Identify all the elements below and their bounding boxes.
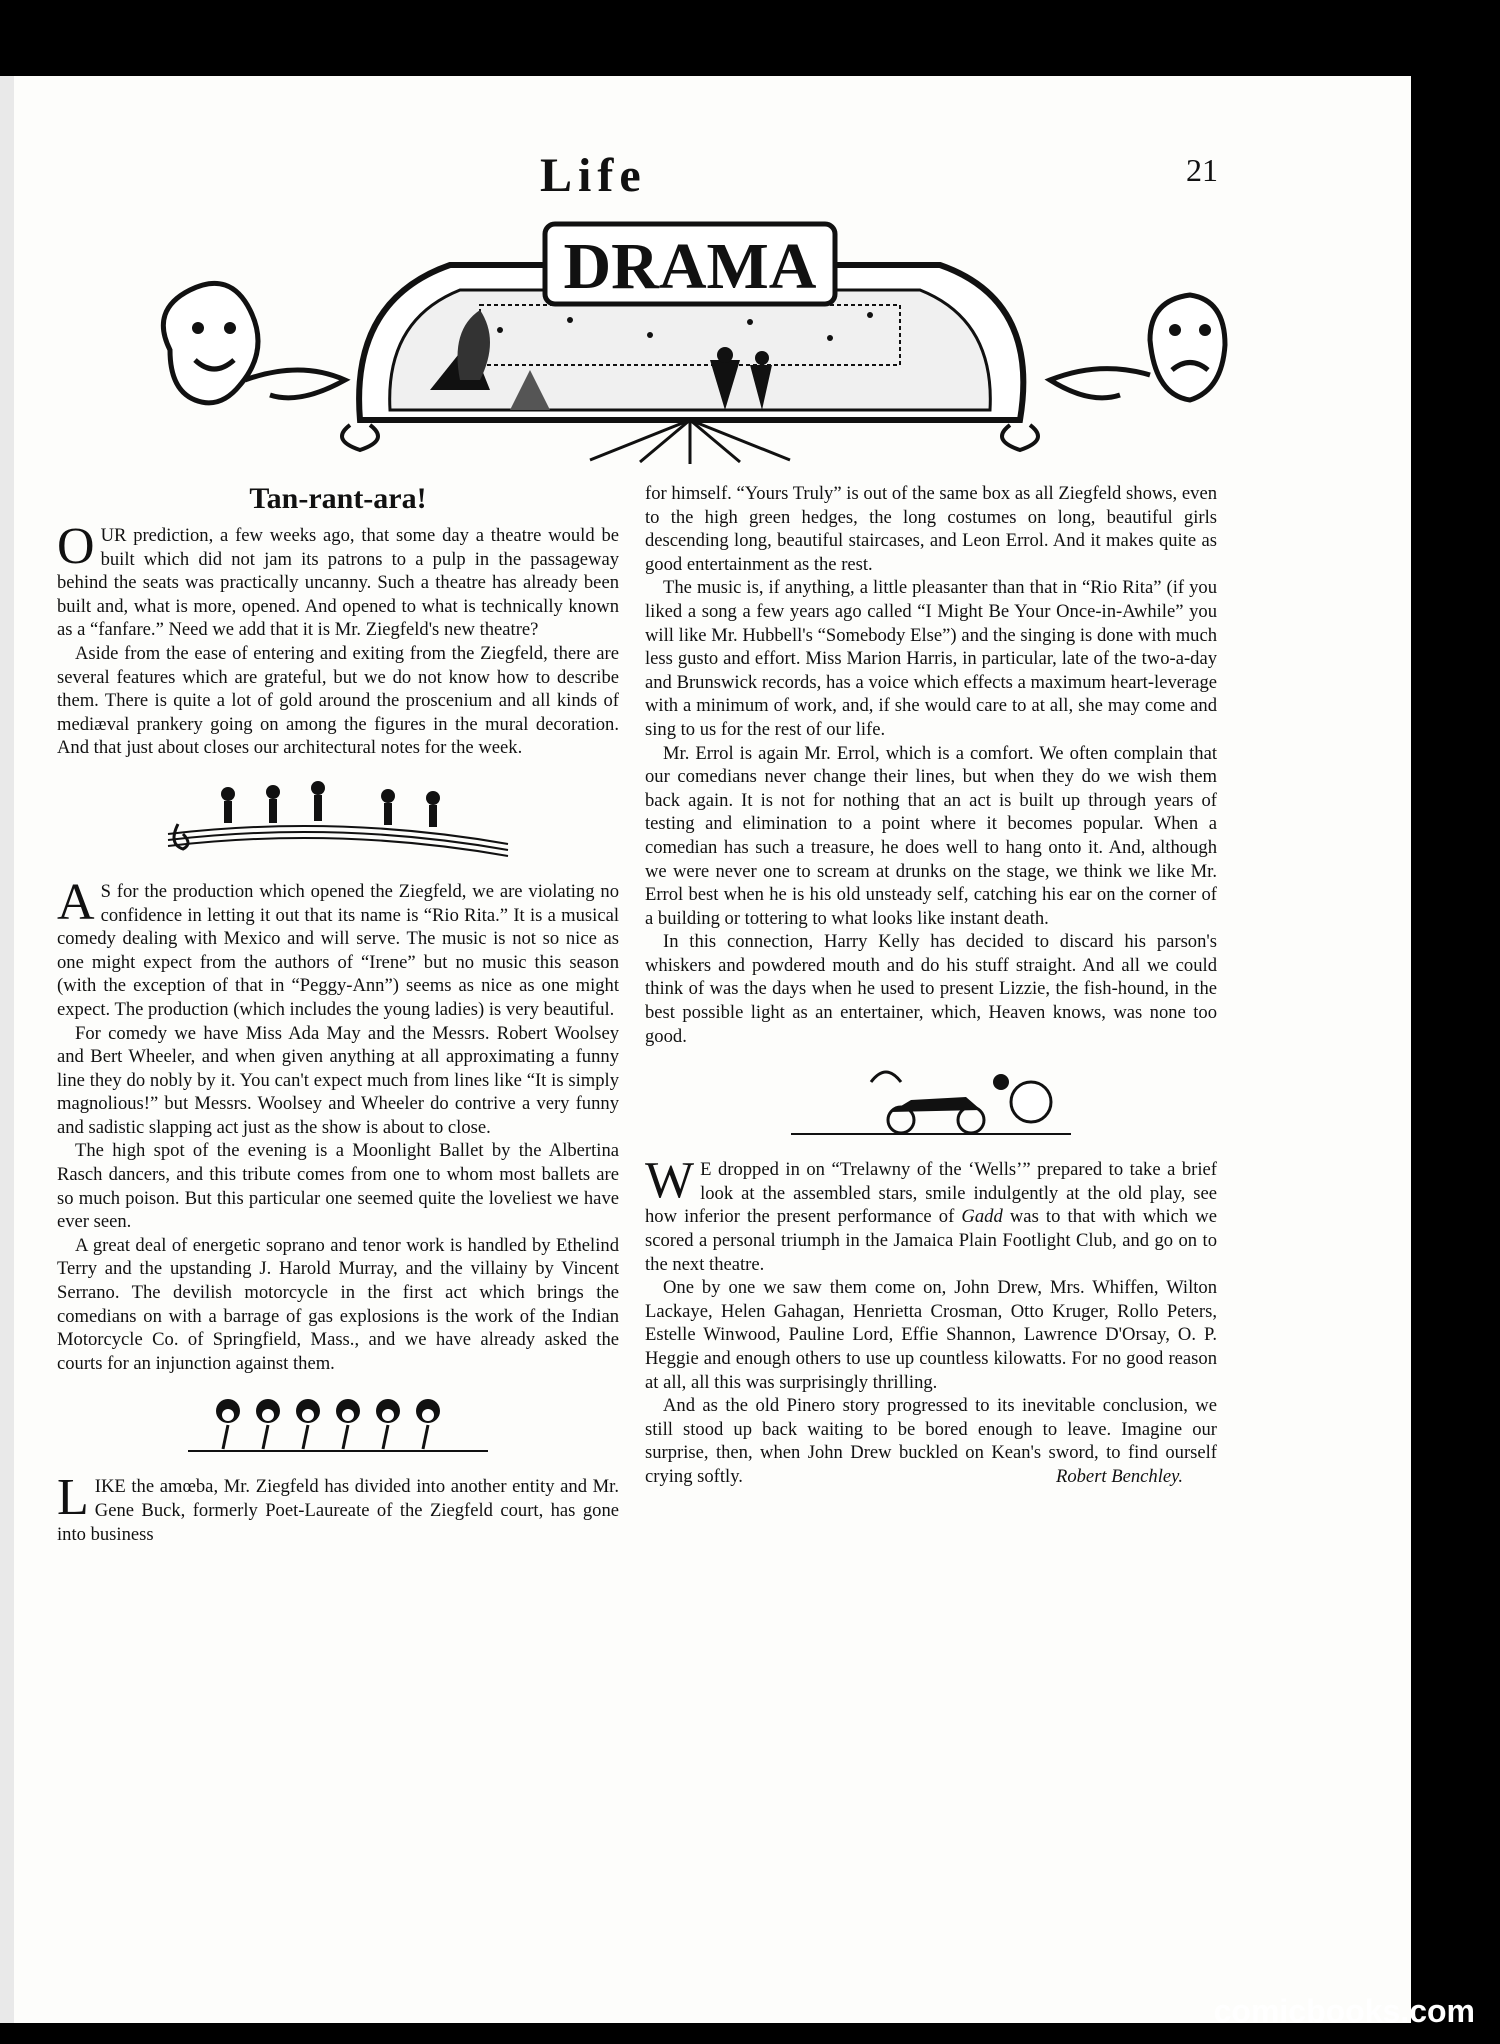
paragraph: Aside from the ease of entering and exiting from the Ziegfeld, there are several features which are grateful, but we do not know how to describe them. There is quite a lot of gold around the proscenium and all kinds of mediæval prankery going on among the figures in the mural decoration. And that just about closes our architectural notes for the week.: [57, 642, 619, 759]
column-right: [645, 482, 1217, 1489]
paragraph: The music is, if anything, a little pleasanter than that in “Rio Rita” (if you liked a song a few years ago called “I Might Be Your Once-in-Awhile” you will like Mr. Hubbell's “Somebody Else”) and the singing is done with much less gusto and effort. Miss Marion Harris, in particular, late of the two-a-day and Brunswick records, has a voice which effects a maximum heart-leverage with a minimum of work, and, if she would care to at all, she may come and sing to us for the rest of our life.: [645, 577, 1217, 740]
banner-title: DRAMA: [563, 230, 817, 303]
drop-cap: A: [57, 873, 95, 931]
author-signature: Robert Benchley.: [1055, 1465, 1183, 1487]
paragraph: A great deal of energetic soprano and tenor work is handled by Ethelind Terry and the upstanding J. Harold Murray, and the villainy by Vincent Serrano. The devilish motorcycle in the first act which brings the comedians on with a barrage of gas explosions is the work of the Indian Motorcycle Co. of Springfield, Mass., and we have already asked the courts for an injunction against them.: [57, 1234, 619, 1374]
drop-cap: O: [57, 518, 95, 575]
paragraph: [57, 1469, 619, 1546]
paragraph: For comedy we have Miss Ada May and the Messrs. Robert Woolsey and Bert Wheeler, and when given anything at all approximating a funny line they do nobly by it. You can't expect much from lines like “It is simply magnolious!” but Messrs. Woolsey and Wheeler do contrive a very funny and sadistic slapping act just as the show is about to close.: [57, 1022, 619, 1138]
right-tragedy-mask-icon: [1050, 295, 1225, 400]
paragraph: [57, 873, 619, 1022]
paragraph: Mr. Errol is again Mr. Errol, which is a comfort. We often complain that our comedians never change their lines, but when they do we wish them back again. It is not for nothing that an act is built up through years of testing and elimination to a point where it becomes popular. When a comedian has such a treasure, he does well to hang onto it. And, although we were never one to scream at drunks on the stage, we think we like Mr. Errol best when he is his old unsteady self, catching his ear on the corner of a building or tottering to what looks like instant death.: [645, 742, 1217, 929]
drop-cap: L: [57, 1469, 89, 1527]
paragraph-text: UR prediction, a few weeks ago, that some day a theatre would be built which did not jam its patrons to a pulp in the passageway behind the seats was practically uncanny. Such a theatre has already been built and, what is more, opened. And opened to what is technically known as a “fanfare.” Need we add that it is Mr. Ziegfeld's new theatre?: [57, 525, 619, 641]
motorcycle-crash-illustration: [645, 1062, 1217, 1142]
paragraph: for himself. “Yours Truly” is out of the same box as all Ziegfeld shows, even to the high green hedges, the long costumes on long, beautiful girls descending long, beautiful staircases, and Leon Errol. And it makes quite as good entertainment as the rest.: [645, 483, 1217, 575]
drop-cap: W: [645, 1152, 695, 1210]
masthead: Life: [540, 149, 647, 202]
page-number: 21: [1186, 152, 1218, 188]
paragraph: [645, 1394, 1217, 1488]
article-title: Tan-rant-ara!: [249, 482, 427, 515]
chorus-line-illustration: [57, 1389, 619, 1459]
italic-title: Gadd: [961, 1206, 1003, 1228]
watermark: comicbooks.com: [1213, 1993, 1475, 2029]
paragraph: [57, 518, 619, 642]
paragraph-text: S for the production which opened the Ziegfeld, we are violating no confidence in letting it out that its name is “Rio Rita.” It is a musical comedy dealing with Mexico and will serve. The music is not so nice as one might expect from the authors of “Irene” but no music this season (with the exception of that in “Peggy-Ann”) seems as nice as one might expect. The production (which includes the young ladies) is very beautiful.: [57, 880, 619, 1020]
paragraph: [645, 1152, 1217, 1276]
drama-banner-illustration: [150, 210, 1230, 470]
paragraph: One by one we saw them come on, John Drew, Mrs. Whiffen, Wilton Lackaye, Helen Gahagan, Henrietta Crosman, Otto Kruger, Rollo Peters, Estelle Winwood, Pauline Lord, Effie Shannon, Lawrence D'Orsay, O. P. Heggie and enough others to use up countless kilowatts. For no good reason at all, all this was surprisingly thrilling.: [645, 1277, 1217, 1393]
dancers-on-music-staff-illustration: [57, 774, 619, 864]
column-left: [57, 482, 619, 1546]
left-page-edge: [0, 76, 14, 2023]
paragraph-text: And as the old Pinero story progressed to its inevitable conclusion, we still stood up back waiting to be bored enough to leave. Imagine our surprise, then, when John Drew buckled on Kean's sword, to find ourself crying softly.: [645, 1395, 1217, 1487]
paragraph: The high spot of the evening is a Moonlight Ballet by the Albertina Rasch dancers, and this tribute comes from one to whom most ballets are so much poison. But this particular one seemed quite the loveliest we have ever seen.: [57, 1140, 619, 1233]
paragraph-text: E dropped in on “Trelawny of the ‘Wells’” prepared to take a brief look at the assembled stars, smile indulgently at the old play, see how inferior the present performance of: [645, 1159, 1217, 1228]
paragraph: In this connection, Harry Kelly has decided to discard his parson's whiskers and powdered mouth and do his stuff straight. And all we could think of was the days when he used to present Lizzie, the fish-hound, in the best possible light as an entertainer, which, Heaven knows, was none too good.: [645, 931, 1217, 1047]
left-comedy-mask-icon: [163, 283, 345, 403]
paragraph-text: was to that with which we scored a personal triumph in the Jamaica Plain Footlight Club, and go on to the next theatre.: [645, 1206, 1217, 1275]
paragraph-text: IKE the amœba, Mr. Ziegfeld has divided into another entity and Mr. Gene Buck, formerly Poet-Laureate of the Ziegfeld court, has gone into business: [57, 1476, 619, 1545]
